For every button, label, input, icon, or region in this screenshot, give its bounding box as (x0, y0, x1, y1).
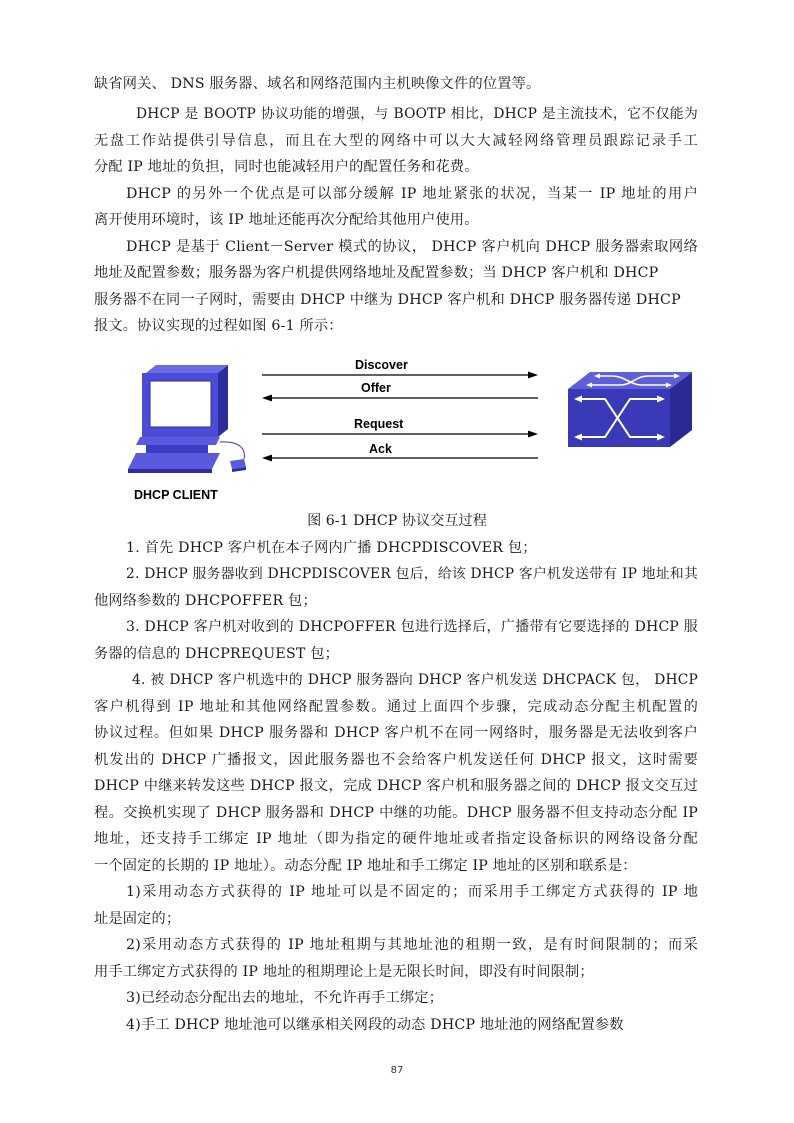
point-line: 2)采用动态方式获得的 IP 地址租期与其地址池的租期一致，是有时间限制的；而采 (126, 937, 698, 953)
body-text-line: DHCP 的另外一个优点是可以部分缓解 IP 地址紧张的状况，当某一 IP 地址的用户 (126, 186, 698, 202)
body-text-line (136, 104, 698, 124)
step-line: 1. 首先 DHCP 客户机在本子网内广播 DHCPDISCOVER 包； (126, 540, 537, 556)
step-line: 务器的信息的 DHCPREQUEST 包； (94, 646, 340, 662)
point-line: 址是固定的； (94, 911, 181, 927)
text: DHCP 是 BOOTP 协议功能的增强，与 BOOTP 相比，DHCP 是主流技术，它不仅能为 (136, 106, 698, 122)
arrow-left-icon (262, 455, 272, 462)
client-label: DHCP CLIENT (134, 488, 218, 502)
message-label-request: Request (354, 417, 404, 431)
body-text-line: 无盘工作站提供引导信息，而且在大型的网络中可以大大减轻网络管理员跟踪记录手工 (94, 133, 698, 149)
step-line: 地址，还支持手工绑定 IP 地址（即为指定的硬件地址或者指定设备标识的网络设备分配 (94, 831, 698, 847)
page-number: 87 (390, 1065, 404, 1076)
step-line: 3. DHCP 客户机对收到的 DHCPOFFER 包进行选择后，广播带有它要选择的 DHCP 服 (126, 619, 698, 635)
step-line: DHCP 中继来转发这些 DHCP 报文，完成 DHCP 客户机和服务器之间的 DHCP 报文交互过 (94, 778, 698, 794)
step-line: 他网络参数的 DHCPOFFER 包； (94, 593, 317, 609)
body-text-line: 缺省网关、 DNS 服务器、域名和网络范围内主机映像文件的位置等。 (94, 76, 541, 92)
body-text-line: 服务器不在同一子网时，需要由 DHCP 中继为 DHCP 客户机和 DHCP 服务器传递 DHCP (94, 292, 681, 308)
body-text-line: 报文。协议实现的过程如图 6-1 所示： (94, 318, 343, 334)
step-line: 协议过程。但如果 DHCP 服务器和 DHCP 客户机不在同一网络时，服务器是无法收到客户 (94, 725, 698, 741)
point-line: 用手工绑定方式获得的 IP 地址的租期理论上是无限长时间，即没有时间限制； (94, 964, 594, 980)
step-line: 4. 被 DHCP 客户机选中的 DHCP 服务器向 DHCP 客户机发送 DHCPACK 包， DHCP (132, 672, 698, 688)
point-line: 1)采用动态方式获得的 IP 地址可以是不固定的；而采用手工绑定方式获得的 IP 地 (126, 884, 698, 900)
body-text-line: 离开使用环境时，该 IP 地址还能再次分配给其他用户使用。 (94, 212, 479, 228)
message-label-offer: Offer (361, 381, 391, 395)
step-line: 机发出的 DHCP 广播报文，因此服务器也不会给客户机发送任何 DHCP 报文，这时需要 (94, 752, 698, 768)
arrow-right-icon (528, 431, 538, 438)
point-line: 3)已经动态分配出去的地址，不允许再手工绑定； (126, 990, 444, 1006)
step-line: 2. DHCP 服务器收到 DHCPDISCOVER 包后，给该 DHCP 客户机发送带有 IP 地址和其 (126, 566, 698, 582)
message-label-ack: Ack (369, 442, 392, 456)
body-text-line: 分配 IP 地址的负担，同时也能减轻用户的配置任务和花费。 (94, 159, 479, 175)
pc-client-icon (128, 365, 246, 473)
arrow-right-icon (528, 372, 538, 379)
step-line: 一个固定的长期的 IP 地址）。动态分配 IP 地址和手工绑定 IP 地址的区别和联系是： (94, 858, 637, 874)
body-text-line: DHCP 是基于 Client－Server 模式的协议， DHCP 客户机向 DHCP 服务器索取网络 (126, 239, 698, 255)
message-label-discover: Discover (355, 358, 408, 372)
point-line: 4)手工 DHCP 地址池可以继承相关网段的动态 DHCP 地址池的网络配置参数 (126, 1017, 624, 1033)
switch-icon (568, 372, 692, 447)
arrow-left-icon (262, 395, 272, 402)
step-line: 程。交换机实现了 DHCP 服务器和 DHCP 中继的功能。DHCP 服务器不但支持动态分配 IP (94, 805, 698, 821)
step-line: 客户机得到 IP 地址和其他网络配置参数。通过上面四个步骤，完成动态分配主机配置的 (94, 699, 698, 715)
body-text-line: 地址及配置参数；服务器为客户机提供网络地址及配置参数；当 DHCP 客户机和 DHCP (94, 265, 659, 281)
figure-caption: 图 6-1 DHCP 协议交互过程 (307, 513, 487, 529)
dhcp-exchange-figure (120, 345, 710, 510)
